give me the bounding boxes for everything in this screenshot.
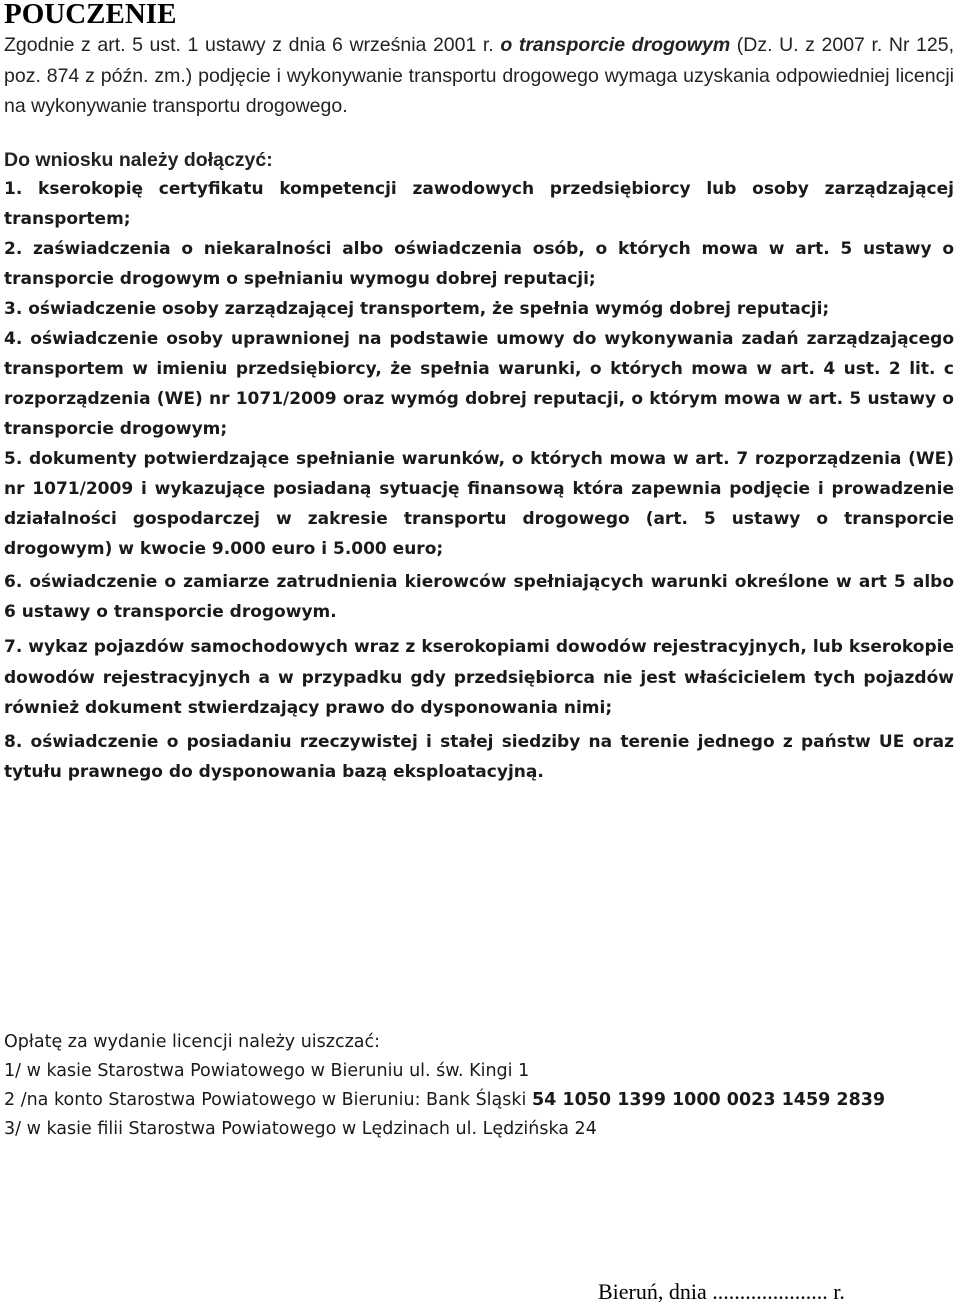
attachment-item-8: 8. oświadczenie o posiadaniu rzeczywistej i stałej siedziby na terenie jednego z państw UE oraz tytułu prawnego do dysponowania bazą eksploatacyjną. bbox=[4, 731, 954, 782]
bank-account-number: 54 1050 1399 1000 0023 1459 2839 bbox=[531, 1090, 886, 1110]
attachment-item-4: 4. oświadczenie osoby uprawnionej na podstawie umowy do wykonywania zadań zarządzającego transportem w imieniu przedsiębiorcy, że spełnia warunki, o których mowa w art. 4 ust. 2 lit. c rozporządzenia (WE) nr 1071/2009 oraz wymóg dobrej reputacji, o którym mowa w art. 5 ustawy o transporcie drogowym; bbox=[4, 329, 954, 439]
payment-option-2-text: 2 /na konto Starostwa Powiatowego w Bieruniu: Bank Śląski bbox=[4, 1090, 532, 1110]
attachment-item-3: 3. oświadczenie osoby zarządzającej transportem, że spełnia wymóg dobrej reputacji; bbox=[4, 299, 830, 319]
intro-paragraph bbox=[4, 30, 954, 122]
intro-text-end: (Dz. U. z 2007 r. Nr 125, poz. 874 z późn. zm.) podjęcie i wykonywanie transportu drogowego wymaga uzyskania odpowiedniej licencji na wykonywanie transportu drogowego. bbox=[4, 34, 954, 117]
attachment-item-5: 5. dokumenty potwierdzające spełnianie warunków, o których mowa w art. 7 rozporządzenia (WE) nr 1071/2009 i wykazujące posiadaną sytuację finansową która zapewnia podjęcie i prowadzenie działalności gospodarczej w zakresie transportu drogowego (art. 5 ustawy o transporcie drogowym) w kwocie 9.000 euro i 5.000 euro; bbox=[4, 449, 954, 559]
attachment-item-1: 1. kserokopię certyfikatu kompetencji zawodowych przedsiębiorcy lub osoby zarządzającej transportem; bbox=[4, 179, 954, 229]
attachments-list bbox=[4, 174, 954, 788]
place-date-line: Bieruń, dnia ..................... r. bbox=[598, 1279, 845, 1304]
attachments-heading: Do wniosku należy dołączyć: bbox=[4, 149, 273, 171]
payment-option-1: 1/ w kasie Starostwa Powiatowego w Bieruniu ul. św. Kingi 1 bbox=[4, 1061, 530, 1081]
document-title: POUCZENIE bbox=[4, 0, 177, 30]
payment-option-2 bbox=[4, 1086, 954, 1115]
attachment-item-7: 7. wykaz pojazdów samochodowych wraz z kserokopiami dowodów rejestracyjnych, lub kserokopie dowodów rejestracyjnych a w przypadku gdy przedsiębiorca nie jest właścicielem tych pojazdów również dokument stwierdzający prawo do dysponowania nimi; bbox=[4, 637, 954, 718]
payment-option-3: 3/ w kasie filii Starostwa Powiatowego w Lędzinach ul. Lędzińska 24 bbox=[4, 1119, 597, 1139]
attachment-item-2: 2. zaświadczenia o niekaralności albo oświadczenia osób, o których mowa w art. 5 ustawy o transporcie drogowym o spełnianiu wymogu dobrej reputacji; bbox=[4, 239, 954, 289]
act-name: o transporcie drogowym bbox=[500, 34, 731, 56]
payment-heading: Opłatę za wydanie licencji należy uiszczać: bbox=[4, 1032, 380, 1052]
payment-section bbox=[4, 1028, 954, 1144]
intro-text-start: Zgodnie z art. 5 ust. 1 ustawy z dnia 6 września 2001 r. bbox=[4, 34, 501, 56]
attachment-item-6: 6. oświadczenie o zamiarze zatrudnienia kierowców spełniających warunki określone w art 5 albo 6 ustawy o transporcie drogowym. bbox=[4, 572, 954, 622]
